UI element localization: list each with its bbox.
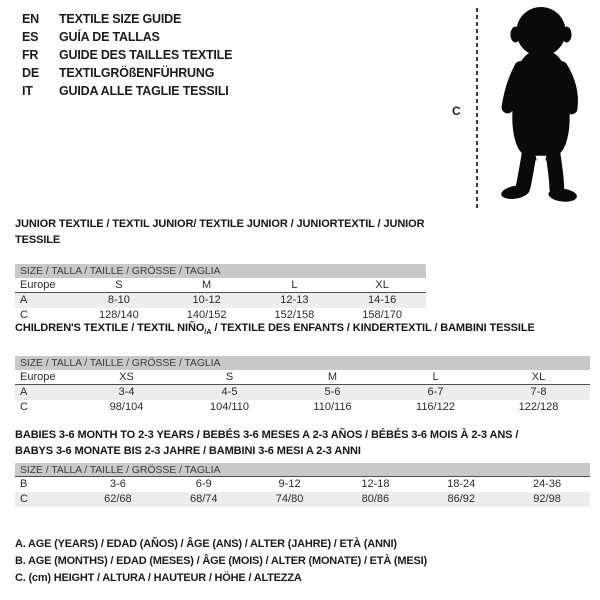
footnotes bbox=[15, 536, 427, 587]
size-value-cell: M bbox=[202, 279, 212, 291]
size-value-cell: 62/68 bbox=[104, 493, 132, 505]
row-label: Europe bbox=[20, 279, 56, 291]
size-value-cell: 14-16 bbox=[368, 294, 397, 306]
size-value-cell: L bbox=[432, 371, 439, 384]
baby-silhouette-icon bbox=[486, 5, 596, 207]
babies-textile-table bbox=[15, 427, 590, 507]
size-value-cell: M bbox=[327, 371, 338, 384]
size-value-cell: 18-24 bbox=[447, 478, 476, 490]
size-value-cell: 122/128 bbox=[518, 401, 559, 414]
table-title-segment: BABYS 3-6 MONATE BIS 2-3 JAHRE / BAMBINI 3-6 MESI A 2-3 ANNI bbox=[15, 445, 361, 457]
size-value-cell: 3-6 bbox=[109, 478, 126, 490]
language-row bbox=[22, 10, 232, 28]
size-value-cell: 24-36 bbox=[532, 478, 562, 490]
size-value-cell: 110/116 bbox=[313, 401, 352, 414]
table-rows bbox=[15, 278, 426, 323]
table-row bbox=[15, 278, 426, 293]
language-title-list bbox=[22, 10, 232, 100]
table-row bbox=[15, 385, 590, 400]
size-value-cell: L bbox=[291, 279, 298, 291]
childrens-textile-table bbox=[15, 320, 590, 415]
row-label: Europe bbox=[20, 371, 56, 384]
size-header-bar: SIZE / TALLA / TAILLE / GRÖSSE / TAGLIA bbox=[15, 356, 590, 370]
language-code: IT bbox=[22, 84, 33, 98]
size-value-cell: 6-7 bbox=[427, 386, 444, 399]
size-value-cell: 140/152 bbox=[186, 309, 227, 321]
language-row bbox=[22, 46, 232, 64]
language-code: ES bbox=[22, 30, 39, 44]
footnote-line: C. (cm) HEIGHT / ALTURA / HAUTEUR / HÖHE / ALTEZZA bbox=[15, 572, 302, 584]
size-header-bar: SIZE / TALLA / TAILLE / GRÖSSE / TAGLIA bbox=[15, 463, 590, 477]
size-value-cell: 9-12 bbox=[278, 478, 301, 490]
language-label: GUÍA DE TALLAS bbox=[59, 30, 160, 44]
size-value-cell: 12-18 bbox=[361, 478, 390, 490]
row-label: C bbox=[20, 309, 28, 321]
table-row bbox=[15, 477, 590, 492]
size-value-cell: 6-9 bbox=[195, 478, 212, 490]
size-value-cell: S bbox=[115, 279, 123, 291]
table-row bbox=[15, 400, 590, 415]
table-title-segment: BABIES 3-6 MONTH TO 2-3 YEARS / BEBÉS 3-6 MESES A 2-3 AÑOS / BÉBÉS 3-6 MOIS À 2-3 ANS / bbox=[15, 429, 519, 441]
language-code: EN bbox=[22, 12, 39, 26]
size-value-cell: 8-10 bbox=[107, 294, 130, 306]
footnote-line: A. AGE (YEARS) / EDAD (AÑOS) / ÂGE (ANS) / ALTER (JAHRE) / ETÀ (ANNI) bbox=[15, 538, 397, 550]
table-row bbox=[15, 492, 590, 507]
table-rows bbox=[15, 370, 590, 415]
table-title bbox=[15, 427, 590, 459]
size-value-cell: 158/170 bbox=[362, 309, 402, 321]
language-code: FR bbox=[22, 48, 39, 62]
size-value-cell: XL bbox=[375, 279, 389, 291]
table-title-segment: CHILDREN'S TEXTILE / TEXTIL NIÑO bbox=[15, 322, 205, 334]
size-value-cell: 152/158 bbox=[274, 309, 315, 321]
table-title-segment: /A bbox=[204, 327, 212, 337]
height-measure-label: C bbox=[452, 104, 461, 118]
size-value-cell: S bbox=[225, 371, 234, 384]
size-value-cell: 80/86 bbox=[361, 493, 390, 505]
size-value-cell: 5-6 bbox=[324, 386, 341, 399]
language-label: GUIDE DES TAILLES TEXTILE bbox=[59, 48, 233, 62]
junior-textile-table bbox=[15, 216, 426, 323]
row-label: C bbox=[20, 493, 28, 505]
row-label: C bbox=[20, 401, 28, 414]
language-code: DE bbox=[22, 66, 39, 80]
size-value-cell: 92/98 bbox=[533, 493, 561, 505]
size-value-cell: 128/140 bbox=[98, 309, 139, 321]
height-measure-dotted-line bbox=[476, 8, 478, 208]
size-value-cell: 98/104 bbox=[109, 401, 144, 414]
footnote-line: B. AGE (MONTHS) / EDAD (MESES) / ÂGE (MOIS) / ALTER (MONATE) / ETÀ (MESI) bbox=[15, 555, 427, 567]
size-header-bar: SIZE / TALLA / TAILLE / GRÖSSE / TAGLIA bbox=[15, 264, 426, 278]
language-row bbox=[22, 64, 232, 82]
size-value-cell: 104/110 bbox=[210, 401, 249, 414]
size-value-cell: 74/80 bbox=[275, 493, 304, 505]
table-title bbox=[15, 216, 426, 248]
row-label: A bbox=[20, 386, 28, 399]
size-value-cell: XS bbox=[119, 371, 134, 384]
row-label: A bbox=[20, 294, 28, 306]
table-row bbox=[15, 293, 426, 308]
size-value-cell: 3-4 bbox=[118, 386, 135, 399]
table-title bbox=[15, 320, 590, 340]
language-label: GUIDA ALLE TAGLIE TESSILI bbox=[59, 84, 229, 98]
table-row bbox=[15, 370, 590, 385]
table-title-segment: JUNIOR TEXTILE / TEXTIL JUNIOR/ TEXTILE JUNIOR / JUNIORTEXTIL / JUNIOR TESSILE bbox=[15, 218, 425, 246]
size-value-cell: 86/92 bbox=[447, 493, 475, 505]
size-value-cell: 68/74 bbox=[189, 493, 218, 505]
size-value-cell: 7-8 bbox=[530, 386, 547, 399]
language-label: TEXTILE SIZE GUIDE bbox=[59, 12, 182, 26]
row-label: B bbox=[20, 478, 28, 490]
table-title-segment: / TEXTILE DES ENFANTS / KINDERTEXTIL / BAMBINI TESSILE bbox=[211, 322, 535, 334]
size-value-cell: 116/122 bbox=[416, 401, 455, 414]
size-value-cell: XL bbox=[531, 371, 546, 384]
language-row bbox=[22, 82, 232, 100]
size-value-cell: 12-13 bbox=[280, 294, 309, 306]
language-row bbox=[22, 28, 232, 46]
language-label: TEXTILGRÖßENFÜHRUNG bbox=[59, 66, 215, 80]
table-rows bbox=[15, 477, 590, 507]
size-value-cell: 4-5 bbox=[221, 386, 238, 399]
size-value-cell: 10-12 bbox=[192, 294, 221, 306]
